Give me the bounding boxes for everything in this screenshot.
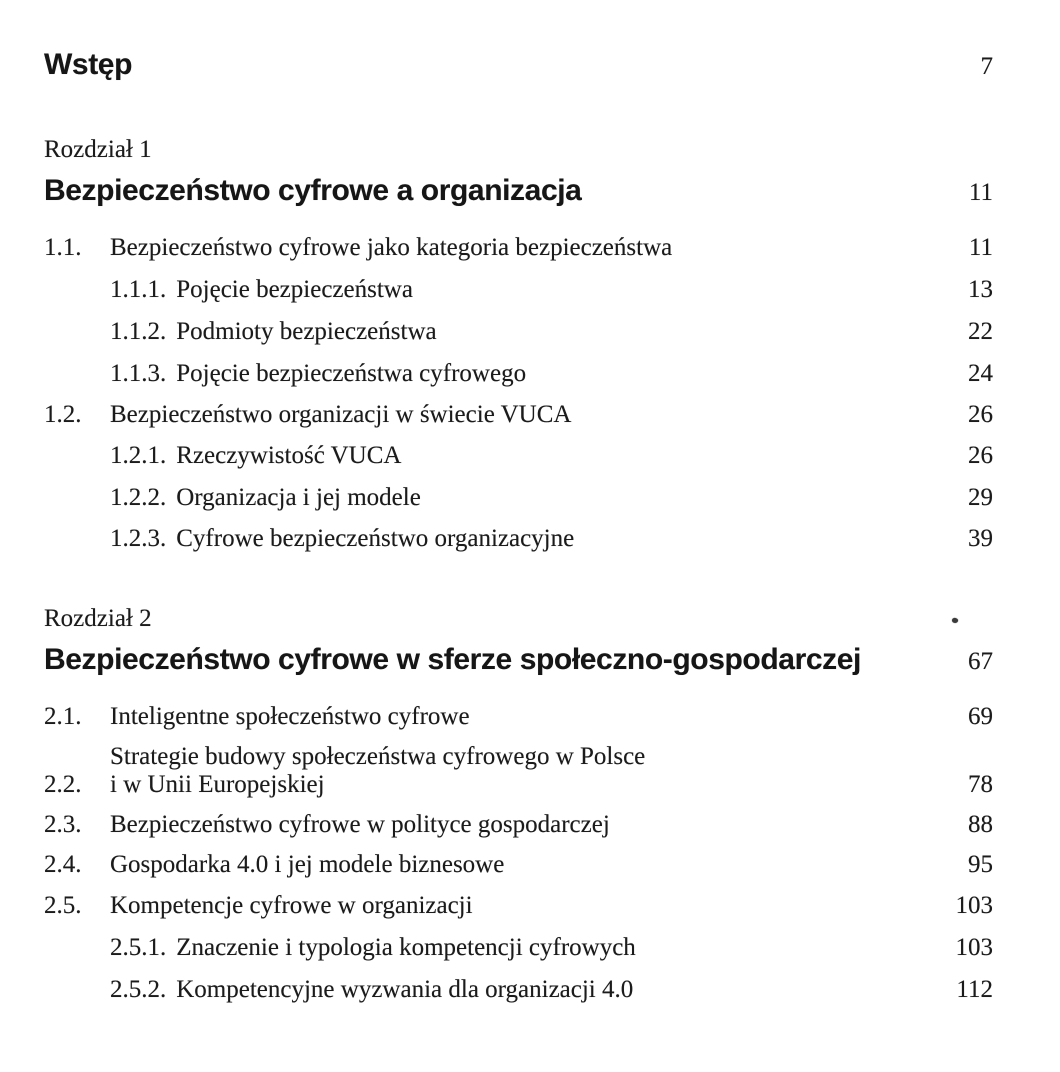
- toc-entry-number: 1.2.2.: [110, 484, 167, 511]
- toc-entry-number: 1.1.3.: [110, 360, 167, 387]
- toc-entry-label: Organizacja i jej modele: [176, 484, 421, 511]
- toc-row-chapter-label: [44, 605, 993, 633]
- toc-row-subsection: [44, 934, 993, 962]
- toc-page-number: 78: [968, 771, 993, 798]
- toc-page-number: 22: [968, 318, 993, 345]
- toc-entry-label: Bezpieczeństwo cyfrowe jako kategoria bezpieczeństwa: [110, 234, 673, 261]
- toc-entry-number: 2.5.2.: [110, 976, 167, 1003]
- toc-entry-label: Rozdział 1: [44, 136, 152, 163]
- toc-entry-number: 1.2.3.: [110, 525, 167, 552]
- toc-row-chapter-title: [44, 643, 993, 676]
- toc-page-number: 67: [968, 648, 993, 675]
- toc-page-number: 88: [968, 811, 993, 838]
- toc-entry-number: 2.2.: [44, 771, 82, 798]
- toc-page-number: 29: [968, 484, 993, 511]
- toc-row-section: [44, 811, 993, 839]
- toc-row-subsection: [44, 318, 993, 346]
- toc-row-section: [44, 703, 993, 731]
- toc-entry-label: Podmioty bezpieczeństwa: [176, 318, 437, 345]
- toc-page-number: 26: [968, 442, 993, 469]
- toc-entry-number: 1.1.1.: [110, 276, 167, 303]
- toc-entry-label: Znaczenie i typologia kompetencji cyfrowych: [176, 934, 636, 961]
- toc-row-chapter-title: [44, 48, 993, 81]
- toc-entry-label-line1: Strategie budowy społeczeństwa cyfrowego w Polsce: [110, 743, 646, 770]
- toc-entry-label: Inteligentne społeczeństwo cyfrowe: [110, 703, 470, 730]
- toc-entry-number: 2.5.: [44, 892, 82, 919]
- toc-row-subsection: [44, 976, 993, 1004]
- toc-page-number: 7: [980, 53, 993, 80]
- toc-page-number: 11: [968, 234, 993, 261]
- toc-entry-label: Bezpieczeństwo cyfrowe a organizacja: [44, 174, 582, 207]
- toc-entry-number: 2.4.: [44, 851, 82, 878]
- toc-row-section: [44, 234, 993, 262]
- toc-row-chapter-label: [44, 136, 993, 164]
- toc-entry-number: 2.5.1.: [110, 934, 167, 961]
- toc-entry-number: 2.3.: [44, 811, 82, 838]
- toc-page-number: 103: [955, 934, 993, 961]
- toc-entry-label: Cyfrowe bezpieczeństwo organizacyjne: [176, 525, 575, 552]
- toc-page-number: 24: [968, 360, 993, 387]
- toc-entry-number: 1.1.2.: [110, 318, 167, 345]
- toc-entry-number: 1.1.: [44, 234, 82, 261]
- toc-row-chapter-title: [44, 174, 993, 207]
- toc-entry-label: Kompetencyjne wyzwania dla organizacji 4.0: [176, 976, 634, 1003]
- toc-entry-label: Wstęp: [44, 48, 133, 81]
- toc-entry-number: 1.2.: [44, 401, 82, 428]
- toc-row-subsection: [44, 276, 993, 304]
- toc-row-section: [44, 401, 993, 429]
- toc-entry-label: Kompetencje cyfrowe w organizacji: [110, 892, 473, 919]
- toc-page-number: 95: [968, 851, 993, 878]
- toc-page-number: 13: [968, 276, 993, 303]
- toc-page-number: 112: [956, 976, 993, 1003]
- toc-page-number: 39: [968, 525, 993, 552]
- toc-row-section: [44, 743, 993, 799]
- toc-entry-label: [110, 743, 937, 799]
- toc-page-number: 103: [955, 892, 993, 919]
- toc-entry-number: 2.1.: [44, 703, 82, 730]
- toc-entry-number: 1.2.1.: [110, 442, 167, 469]
- toc-row-section: [44, 892, 993, 920]
- toc-row-subsection: [44, 484, 993, 512]
- toc-page-number: 11: [968, 179, 993, 206]
- toc-entry-label: Gospodarka 4.0 i jej modele biznesowe: [110, 851, 505, 878]
- toc-entry-label-line2: i w Unii Europejskiej: [110, 771, 325, 798]
- toc-row-subsection: [44, 442, 993, 470]
- toc-page-number: 26: [968, 401, 993, 428]
- toc-row-section: [44, 851, 993, 879]
- toc-entry-label: Bezpieczeństwo cyfrowe w sferze społeczno-gospodarczej: [44, 643, 861, 676]
- toc-entry-label: Pojęcie bezpieczeństwa cyfrowego: [176, 360, 527, 387]
- toc-row-subsection: [44, 525, 993, 553]
- toc-entry-label: Bezpieczeństwo cyfrowe w polityce gospodarczej: [110, 811, 610, 838]
- toc-entry-label: Rzeczywistość VUCA: [176, 442, 402, 469]
- toc-row-subsection: [44, 360, 993, 388]
- toc-page-number: 69: [968, 703, 993, 730]
- toc-entry-label: Rozdział 2: [44, 605, 152, 632]
- toc-entry-label: Pojęcie bezpieczeństwa: [176, 276, 413, 303]
- toc-entry-label: Bezpieczeństwo organizacji w świecie VUCA: [110, 401, 572, 428]
